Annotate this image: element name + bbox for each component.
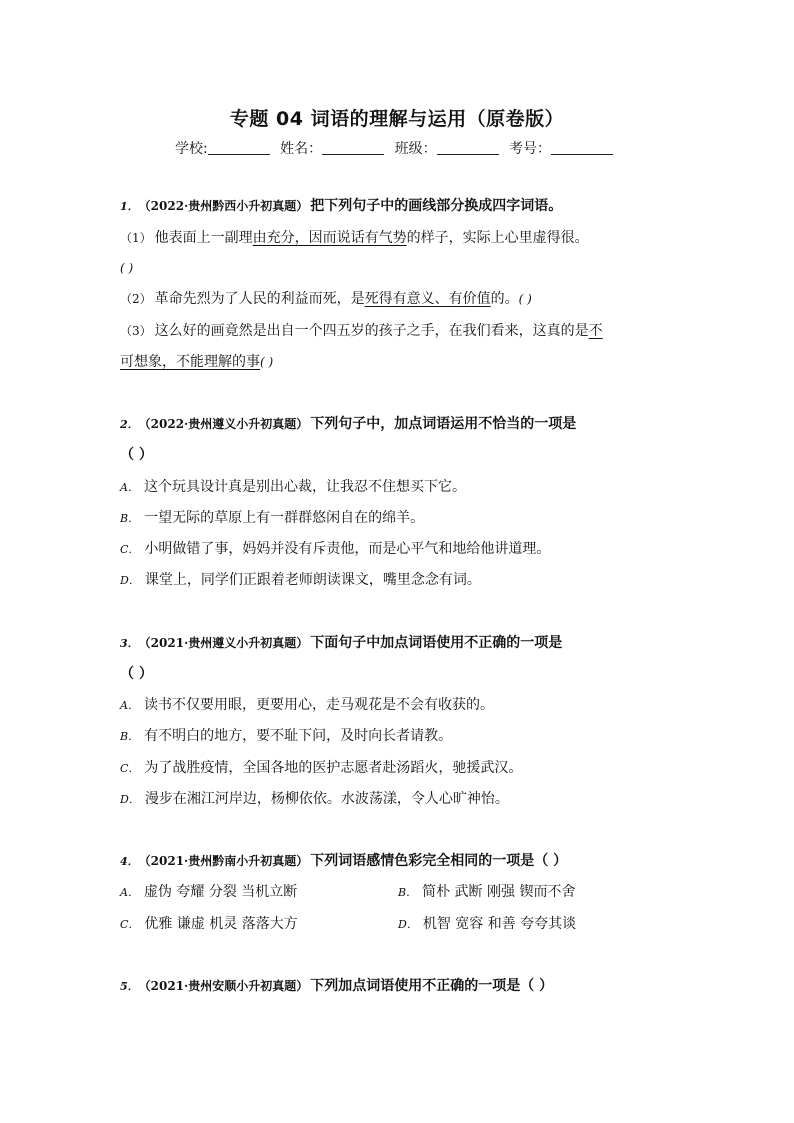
q1-item-1 [120, 228, 589, 248]
option-letter: B． [120, 730, 140, 743]
answer-blank: （ ） [120, 447, 153, 463]
option-text: 优雅 谦虚 机灵 落落大方 [144, 916, 298, 932]
id-label: 考号： [509, 141, 552, 157]
question-prompt: 把下列句子中的画线部分换成四字词语。 [310, 198, 563, 214]
name-label: 姓名： [280, 141, 323, 157]
q3-option-d[interactable] [120, 789, 509, 810]
q4-option-d[interactable] [398, 914, 576, 935]
question-source: （2022·贵州黔西小升初真题） [144, 199, 309, 213]
q4-option-b[interactable] [398, 882, 575, 903]
q3-option-b[interactable] [120, 726, 452, 747]
option-text: 一望无际的草原上有一群群悠闲自在的绵羊。 [144, 510, 425, 526]
question-source: （2021·贵州遵义小升初真题） [144, 636, 309, 650]
name-blank [322, 140, 384, 155]
q1-item-2 [120, 289, 532, 309]
page-title: 专题 04 词语的理解与运用（原卷版） [229, 108, 565, 130]
option-text: 漫步在湘江河岸边，杨柳依依。水波荡漾，令人心旷神怡。 [144, 791, 509, 807]
item-label: （1） [120, 231, 152, 245]
item-text: 这么好的画竟然是出自一个四五岁的孩子之手，在我们看来，这真的是 [154, 323, 589, 339]
item-label: （2） [120, 292, 152, 306]
item-text: 的样子，实际上心里虚得很。 [406, 230, 589, 246]
q1-answer-1 [120, 258, 133, 278]
question-number: 4． [120, 855, 139, 868]
q3-option-c[interactable] [120, 758, 522, 779]
question-number: 2． [120, 418, 139, 431]
class-blank [437, 140, 499, 155]
q3-answer-blank [120, 664, 153, 684]
question-prompt: 下面句子中加点词语使用不正确的一项是 [310, 635, 563, 651]
q2-answer-blank [120, 445, 153, 465]
q2-option-d[interactable] [120, 570, 481, 591]
school-label: 学校: [174, 141, 208, 157]
question-prompt: 下列句子中，加点词语运用不恰当的一项是 [310, 416, 577, 432]
option-text: 机智 宽容 和善 夸夸其谈 [422, 916, 577, 932]
option-text: 这个玩具设计真是别出心裁，让我忍不住想买下它。 [143, 479, 466, 495]
question-1 [120, 196, 562, 217]
option-letter: D． [120, 574, 140, 587]
option-text: 简朴 武断 刚强 锲而不舍 [422, 884, 576, 900]
answer-blank: （ ） [120, 666, 153, 682]
option-letter: A． [120, 481, 139, 494]
option-text: 读书不仅要用眼，更要用心，走马观花是不会有收获的。 [143, 697, 494, 713]
q2-option-c[interactable] [120, 539, 550, 560]
id-blank [551, 140, 613, 155]
question-source: （2022·贵州遵义小升初真题） [144, 417, 309, 431]
question-3 [120, 633, 562, 654]
student-info-row [0, 138, 794, 158]
option-text: 为了战胜疫情，全国各地的医护志愿者赴汤蹈火，驰援武汉。 [144, 760, 523, 776]
q4-option-a[interactable] [120, 882, 297, 903]
class-label: 班级： [394, 141, 437, 157]
option-letter: A． [120, 699, 139, 712]
option-letter: C． [120, 762, 140, 775]
question-prompt: 下列词语感情色彩完全相同的一项是（ ） [310, 853, 568, 869]
option-letter: B． [120, 512, 140, 525]
item-text: 他表面上一副理 [154, 230, 253, 246]
question-number: 5． [120, 980, 139, 993]
option-letter: A． [120, 886, 139, 899]
underlined-text: 可想象，不能理解的事 [120, 354, 260, 370]
underlined-text: 由充分，因而说话有气势 [252, 230, 407, 246]
q1-item-3-cont [120, 352, 273, 372]
answer-blank: ( ) [120, 261, 134, 275]
question-2 [120, 414, 576, 435]
answer-blank: ( ) [260, 355, 274, 369]
option-letter: B． [398, 886, 418, 899]
school-blank [208, 140, 270, 155]
question-4 [120, 851, 567, 872]
question-number: 1． [120, 200, 139, 213]
q1-item-3 [120, 321, 603, 341]
question-source: （2021·贵州安顺小升初真题） [144, 979, 309, 993]
q2-option-a[interactable] [120, 477, 466, 498]
q3-option-a[interactable] [120, 695, 494, 716]
question-number: 3． [120, 637, 139, 650]
answer-blank: ( ) [518, 292, 532, 306]
option-text: 小明做错了事，妈妈并没有斥责他，而是心平气和地给他讲道理。 [144, 541, 551, 557]
question-5 [120, 976, 553, 997]
q2-option-b[interactable] [120, 508, 424, 529]
option-text: 虚伪 夸耀 分裂 当机立断 [143, 884, 298, 900]
option-letter: D． [398, 918, 418, 931]
underlined-text: 不 [588, 323, 603, 339]
question-prompt: 下列加点词语使用不正确的一项是（ ） [310, 978, 554, 994]
option-text: 有不明白的地方，要不耻下问，及时向长者请教。 [144, 728, 453, 744]
option-text: 课堂上，同学们正跟着老师朗读课文，嘴里念念有词。 [144, 572, 481, 588]
option-letter: C． [120, 543, 140, 556]
q4-option-c[interactable] [120, 914, 298, 935]
question-source: （2021·贵州黔南小升初真题） [144, 854, 309, 868]
underlined-text: 死得有意义、有价值 [364, 291, 491, 307]
item-label: （3） [120, 324, 152, 338]
item-text: 革命先烈为了人民的利益而死，是 [154, 291, 365, 307]
item-text: 的。 [490, 291, 519, 307]
option-letter: D． [120, 793, 140, 806]
option-letter: C． [120, 918, 140, 931]
